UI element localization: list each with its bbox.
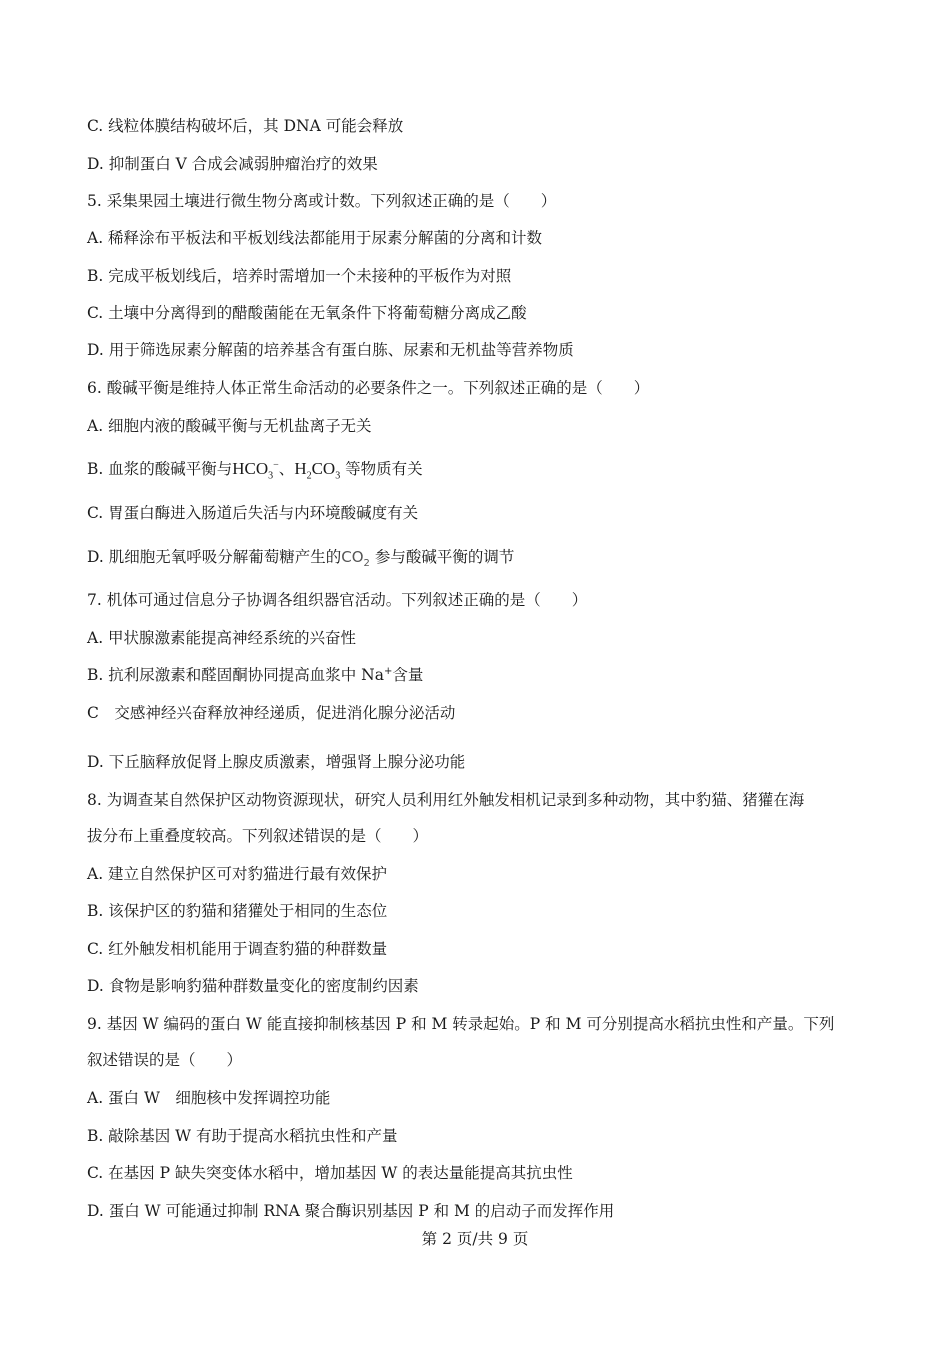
q6-option-d: D. 肌细胞无氧呼吸分解葡萄糖产生的$CO_2$ 参与酸碱平衡的调节 xyxy=(87,548,515,569)
q8-option-a: A. 建立自然保护区可对豹猫进行最有效保护 xyxy=(87,865,388,883)
q8-stem-line-1: 8. 为调查某自然保护区动物资源现状，研究人员利用红外触发相机记录到多种动物，其中豹猫、猪獾在海 xyxy=(87,791,805,809)
q9-option-d: D. 蛋白 W 可能通过抑制 RNA 聚合酶识别基因 P 和 M 的启动子而发挥作用 xyxy=(87,1202,615,1220)
q6-option-c: C. 胃蛋白酶进入肠道后失活与内环境酸碱度有关 xyxy=(87,504,419,522)
q7-option-d: D. 下丘脑释放促肾上腺皮质激素，增强肾上腺分泌功能 xyxy=(87,753,466,771)
q9-option-b: B. 敲除基因 W 有助于提高水稻抗虫性和产量 xyxy=(87,1127,398,1145)
q6-option-a: A. 细胞内液的酸碱平衡与无机盐离子无关 xyxy=(87,417,372,435)
q5-option-d: D. 用于筛选尿素分解菌的培养基含有蛋白胨、尿素和无机盐等营养物质 xyxy=(87,341,574,359)
q9-stem-line-1: 9. 基因 W 编码的蛋白 W 能直接抑制核基因 P 和 M 转录起始。P 和 M 可分别提高水稻抗虫性和产量。下列 xyxy=(87,1015,835,1033)
q7-option-c: C 交感神经兴奋释放神经递质，促进消化腺分泌活动 xyxy=(87,704,456,722)
q7-stem: 7. 机体可通过信息分子协调各组织器官活动。下列叙述正确的是（ ） xyxy=(87,591,588,609)
q5-option-a: A. 稀释涂布平板法和平板划线法都能用于尿素分解菌的分离和计数 xyxy=(87,229,543,247)
q4-option-d: D. 抑制蛋白 V 合成会减弱肿瘤治疗的效果 xyxy=(87,155,378,173)
page-number-footer: 第 2 页/共 9 页 xyxy=(421,1230,529,1248)
carbonic-acid-formula: $H_2CO_3$ xyxy=(294,459,341,482)
q8-option-d: D. 食物是影响豹猫种群数量变化的密度制约因素 xyxy=(87,977,419,995)
q9-option-c: C. 在基因 P 缺失突变体水稻中，增加基因 W 的表达量能提高其抗虫性 xyxy=(87,1164,573,1182)
q4-option-c: C. 线粒体膜结构破坏后，其 DNA 可能会释放 xyxy=(87,117,404,135)
co2-formula: $CO_2$ xyxy=(341,548,370,569)
q6-option-b: B. 血浆的酸碱平衡与$HCO_3^-$、$H_2CO_3$ 等物质有关 xyxy=(87,459,423,482)
q5-option-b: B. 完成平板划线后，培养时需增加一个未接种的平板作为对照 xyxy=(87,267,512,285)
q9-stem-line-2: 叙述错误的是（ ） xyxy=(87,1051,243,1069)
q8-option-c: C. 红外触发相机能用于调查豹猫的种群数量 xyxy=(87,940,388,958)
q6-option-b-suffix: 等物质有关 xyxy=(345,460,423,478)
q8-stem-line-2: 拔分布上重叠度较高。下列叙述错误的是（ ） xyxy=(87,827,429,845)
q8-option-b: B. 该保护区的豹猫和猪獾处于相同的生态位 xyxy=(87,902,388,920)
q6-option-b-prefix: B. 血浆的酸碱平衡与 xyxy=(87,460,233,478)
q9-option-a: A. 蛋白 W 细胞核中发挥调控功能 xyxy=(87,1089,331,1107)
q7-option-a: A. 甲状腺激素能提高神经系统的兴奋性 xyxy=(87,629,357,647)
q5-stem: 5. 采集果园土壤进行微生物分离或计数。下列叙述正确的是（ ） xyxy=(87,192,557,210)
q6-stem: 6. 酸碱平衡是维持人体正常生命活动的必要条件之一。下列叙述正确的是（ ） xyxy=(87,379,650,397)
q5-option-c: C. 土壤中分离得到的醋酸菌能在无氧条件下将葡萄糖分离成乙酸 xyxy=(87,304,527,322)
bicarbonate-formula: $HCO_3^-$ xyxy=(232,459,279,482)
q7-option-b: B. 抗利尿激素和醛固酮协同提高血浆中 Na+含量 xyxy=(87,665,424,684)
